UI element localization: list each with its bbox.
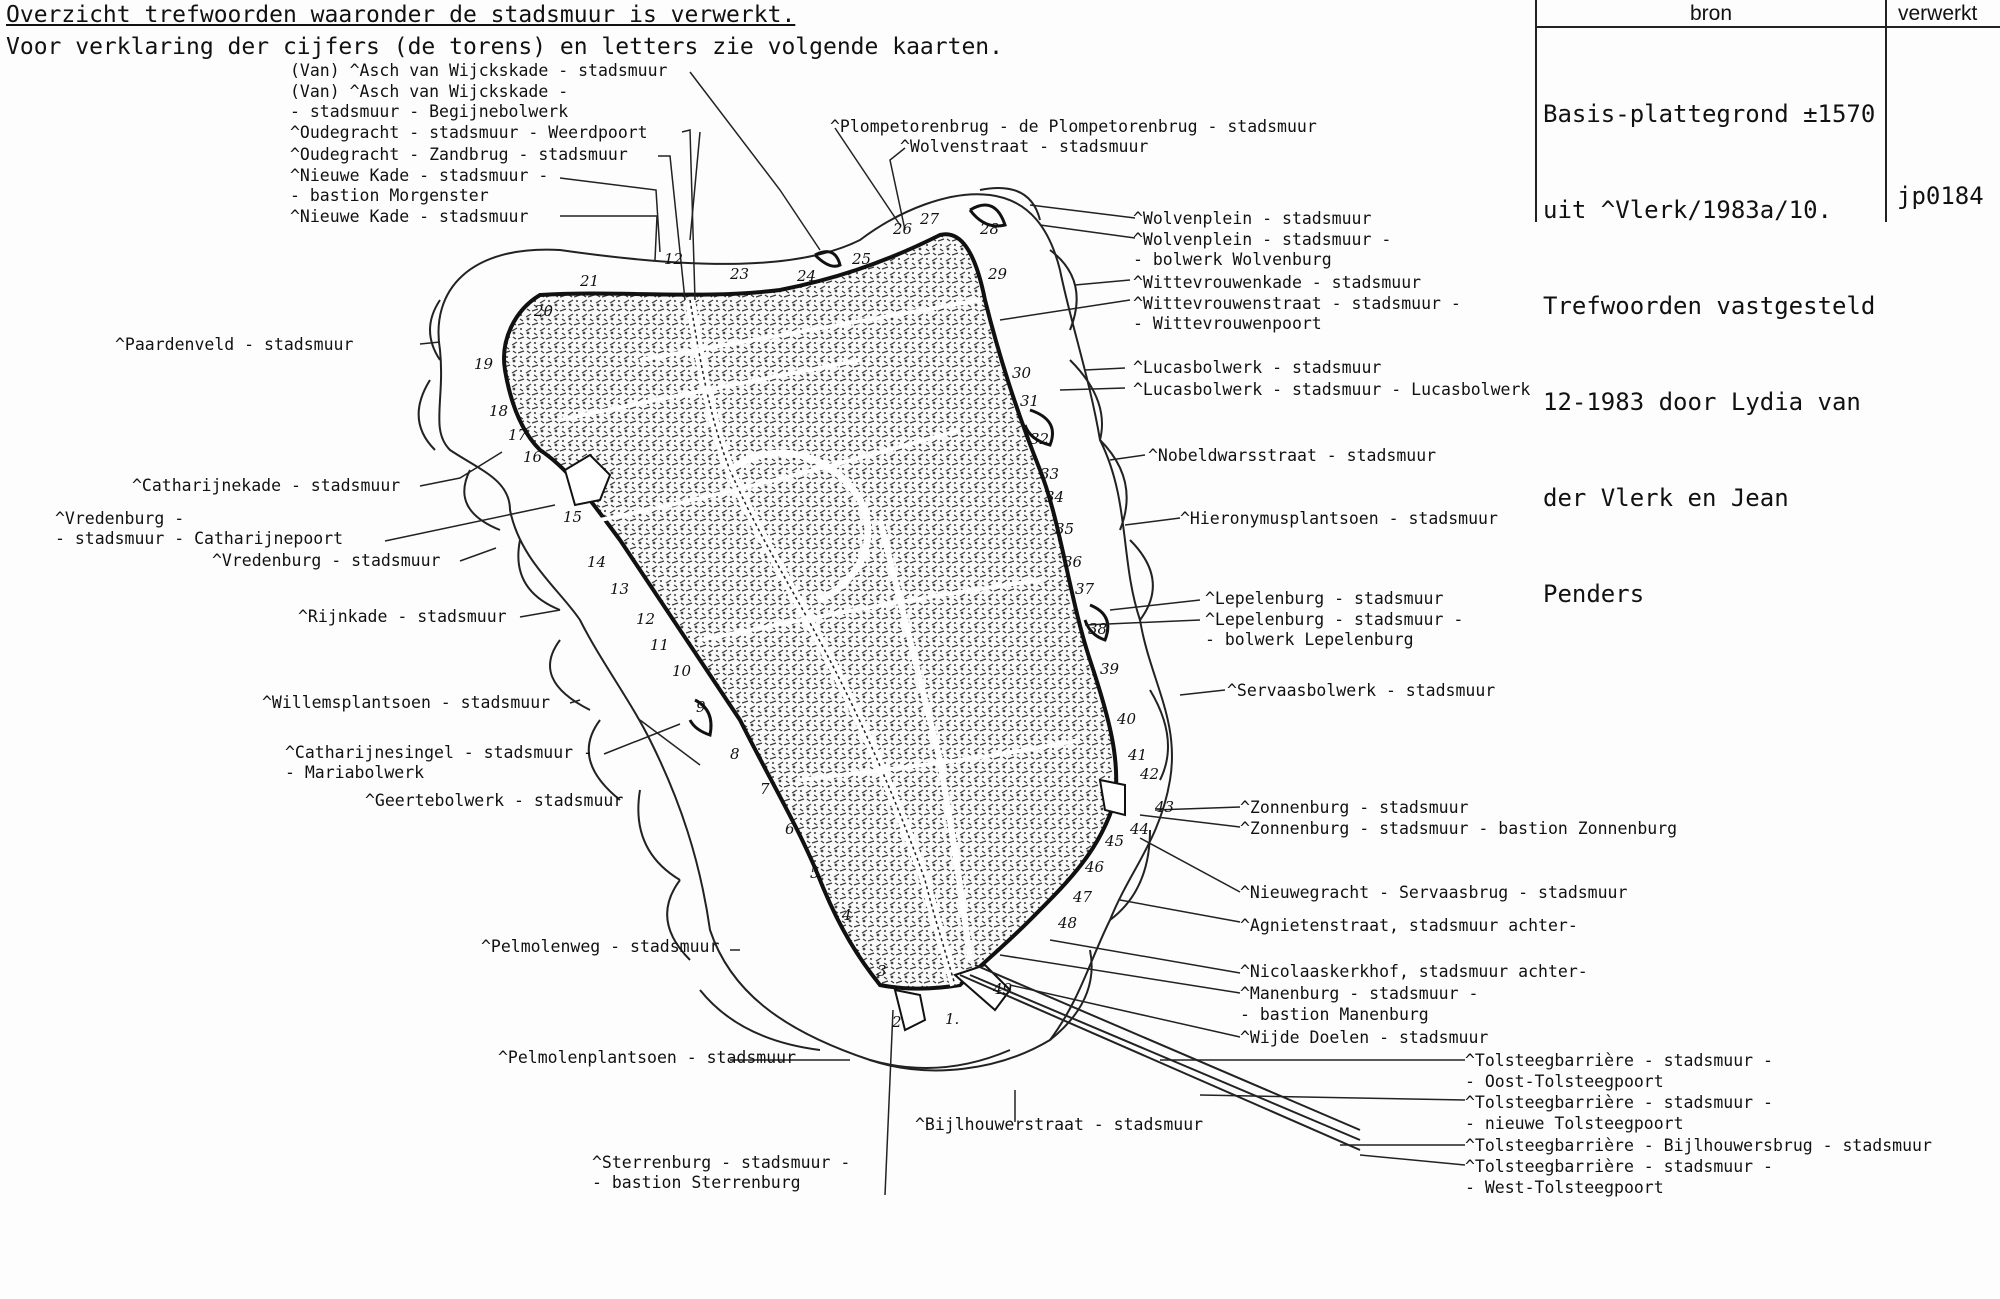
source-line: 12-1983 door Lydia van [1543,388,1861,416]
bolwerk-begijne [815,252,840,267]
tower-number: 13 [610,580,630,598]
tower-number: 4 [842,906,852,924]
label-lucasbolwerk: ^Lucasbolwerk - stadsmuur [1133,358,1382,377]
tower-number: 11 [650,636,670,654]
tower-number: 46 [1085,858,1105,876]
label-agnietenstraat: ^Agnietenstraat, stadsmuur achter- [1240,916,1578,935]
tower-number: 8 [730,745,740,763]
label-lepelenburg-bolwerk-a: ^Lepelenburg - stadsmuur - [1205,610,1464,629]
tower-number: 32 [1030,430,1050,448]
page-subtitle: Voor verklaring der cijfers (de torens) en letters zie volgende kaarten. [6,34,1003,60]
label-tolsteeg-bijlhouwersbrug: ^Tolsteegbarrière - Bijlhouwersbrug - stadsmuur [1465,1136,1932,1155]
label-asch-van-wijckskade-2a: (Van) ^Asch van Wijckskade - [290,82,569,101]
label-tolsteeg-nieuwe-a: ^Tolsteegbarrière - stadsmuur - [1465,1093,1773,1112]
label-lucasbolwerk-bolwerk: ^Lucasbolwerk - stadsmuur - Lucasbolwerk [1133,380,1531,399]
label-wittevrouwenstraat-b: - Wittevrouwenpoort [1133,314,1322,333]
tower-number: 36 [1063,553,1083,571]
tower-number: 31 [1020,392,1040,410]
tower-number: 17 [508,426,528,444]
tower-number: 12 [636,610,656,628]
tower-number: 34 [1045,488,1065,506]
tower-number: 48 [1058,914,1078,932]
source-line: Penders [1543,580,1645,608]
tower-number: 49 [993,980,1013,998]
source-line: Basis-plattegrond ±1570 [1543,100,1876,128]
tower-number: 26 [893,220,913,238]
label-paardenveld: ^Paardenveld - stadsmuur [115,335,354,354]
label-tolsteeg-oost-a: ^Tolsteegbarrière - stadsmuur - [1465,1051,1773,1070]
tower-number: 2 [892,1013,902,1031]
label-oudegracht-weerdpoort: ^Oudegracht - stadsmuur - Weerdpoort [290,123,648,142]
label-lepelenburg-bolwerk-b: - bolwerk Lepelenburg [1205,630,1414,649]
tower-number: 42 [1140,765,1160,783]
tower-number: 43 [1155,798,1175,816]
tower-number: 27 [920,210,940,228]
tower-number: 12 [664,250,684,268]
tower-number: 19 [474,355,494,373]
tower-number: 38 [1088,620,1108,638]
label-wolvenplein-wolvenburg-b: - bolwerk Wolvenburg [1133,250,1332,269]
tower-number: 24 [797,267,817,285]
label-tolsteeg-nieuwe-b: - nieuwe Tolsteegpoort [1465,1114,1684,1133]
tower-number: 44 [1130,820,1150,838]
label-wittevrouwenkade: ^Wittevrouwenkade - stadsmuur [1133,273,1422,292]
tower-number: 23 [730,265,750,283]
label-catharijnekade: ^Catharijnekade - stadsmuur [132,476,401,495]
label-catharijnesingel-a: ^Catharijnesingel - stadsmuur - [285,743,593,762]
label-geertebolwerk: ^Geertebolwerk - stadsmuur [365,791,624,810]
label-pelmolenplantsoen: ^Pelmolenplantsoen - stadsmuur [498,1048,797,1067]
label-rijnkade: ^Rijnkade - stadsmuur [298,607,507,626]
source-line: Trefwoorden vastgesteld [1543,292,1876,320]
tower-number: 1. [945,1010,960,1028]
label-nieuwe-kade-morgenster-b: - bastion Morgenster [290,186,489,205]
tower-number: 6 [785,820,795,838]
tower-number: 25 [852,250,872,268]
tower-number: 37 [1075,580,1095,598]
label-zonnenburg-bastion: ^Zonnenburg - stadsmuur - bastion Zonnenburg [1240,819,1678,838]
label-hieronymusplantsoen: ^Hieronymusplantsoen - stadsmuur [1180,509,1498,528]
label-nieuwe-kade: ^Nieuwe Kade - stadsmuur [290,207,529,226]
tower-number: 21 [580,272,600,290]
tower-number: 18 [489,402,509,420]
label-manenburg-b: - bastion Manenburg [1240,1005,1429,1024]
tower-number: 40 [1117,710,1137,728]
label-vredenburg: ^Vredenburg - stadsmuur [212,551,441,570]
tower-number: 5 [810,864,820,882]
tower-number: 30 [1012,364,1032,382]
source-line: uit ^Vlerk/1983a/10. [1543,196,1832,224]
tower-number: 33 [1040,465,1060,483]
tower-number: 47 [1073,888,1093,906]
tower-number: 10 [672,662,692,680]
tower-number: 45 [1105,832,1125,850]
label-plompetorenbrug: ^Plompetorenbrug - de Plompetorenbrug - stadsmuur [830,117,1317,136]
label-manenburg-a: ^Manenburg - stadsmuur - [1240,984,1479,1003]
source-line: der Vlerk en Jean [1543,484,1789,512]
label-tolsteeg-oost-b: - Oost-Tolsteegpoort [1465,1072,1664,1091]
tower-number: 3 [877,962,887,980]
label-sterrenburg-a: ^Sterrenburg - stadsmuur - [592,1153,851,1172]
label-pelmolenweg: ^Pelmolenweg - stadsmuur [481,937,720,956]
tower-number: 9 [696,698,706,716]
label-sterrenburg-b: - bastion Sterrenburg [592,1173,801,1192]
label-lepelenburg: ^Lepelenburg - stadsmuur [1205,589,1444,608]
tower-number: 16 [523,448,543,466]
label-nieuwegracht-servaasbrug: ^Nieuwegracht - Servaasbrug - stadsmuur [1240,883,1628,902]
label-vredenburg-catharijnepoort-a: ^Vredenburg - [55,509,185,528]
label-zonnenburg: ^Zonnenburg - stadsmuur [1240,798,1469,817]
tower-number: 20 [534,302,554,320]
label-nieuwe-kade-morgenster-a: ^Nieuwe Kade - stadsmuur - [290,166,549,185]
column-header-verwerkt: verwerkt [1898,2,1978,25]
label-servaasbolwerk: ^Servaasbolwerk - stadsmuur [1227,681,1496,700]
label-nicolaaskerkhof: ^Nicolaaskerkhof, stadsmuur achter- [1240,962,1588,981]
label-wolvenplein-wolvenburg-a: ^Wolvenplein - stadsmuur - [1133,230,1392,249]
label-wolvenstraat: ^Wolvenstraat - stadsmuur [900,137,1149,156]
label-wijde-doelen: ^Wijde Doelen - stadsmuur [1240,1028,1489,1047]
tower-number: 15 [563,508,583,526]
label-wittevrouwenstraat-a: ^Wittevrouwenstraat - stadsmuur - [1133,294,1461,313]
verwerkt-code: jp0184 [1897,182,1984,210]
label-oudegracht-zandbrug: ^Oudegracht - Zandbrug - stadsmuur [290,145,628,164]
column-header-bron: bron [1690,2,1733,25]
label-tolsteeg-west-b: - West-Tolsteegpoort [1465,1178,1664,1197]
tower-number: 7 [760,780,770,798]
tower-number: 39 [1100,660,1120,678]
label-asch-van-wijckskade-1: (Van) ^Asch van Wijckskade - stadsmuur [290,61,668,80]
label-nobeldwarsstraat: ^Nobeldwarsstraat - stadsmuur [1148,446,1437,465]
label-wolvenplein: ^Wolvenplein - stadsmuur [1133,209,1372,228]
tower-number: 14 [587,553,607,571]
label-bijlhouwerstraat: ^Bijlhouwerstraat - stadsmuur [915,1115,1204,1134]
tower-number: 29 [988,265,1008,283]
label-tolsteeg-west-a: ^Tolsteegbarrière - stadsmuur - [1465,1157,1773,1176]
tower-number: 41 [1128,746,1148,764]
tower-number: 35 [1055,520,1075,538]
label-asch-van-wijckskade-2b: - stadsmuur - Begijnebolwerk [290,102,569,121]
tower-number: 28 [980,220,1000,238]
label-vredenburg-catharijnepoort-b: - stadsmuur - Catharijnepoort [55,529,344,548]
page-title: Overzicht trefwoorden waaronder de stadsmuur is verwerkt. [6,2,796,28]
label-catharijnesingel-b: - Mariabolwerk [285,763,425,782]
label-willemsplantsoen: ^Willemsplantsoen - stadsmuur [262,693,551,712]
